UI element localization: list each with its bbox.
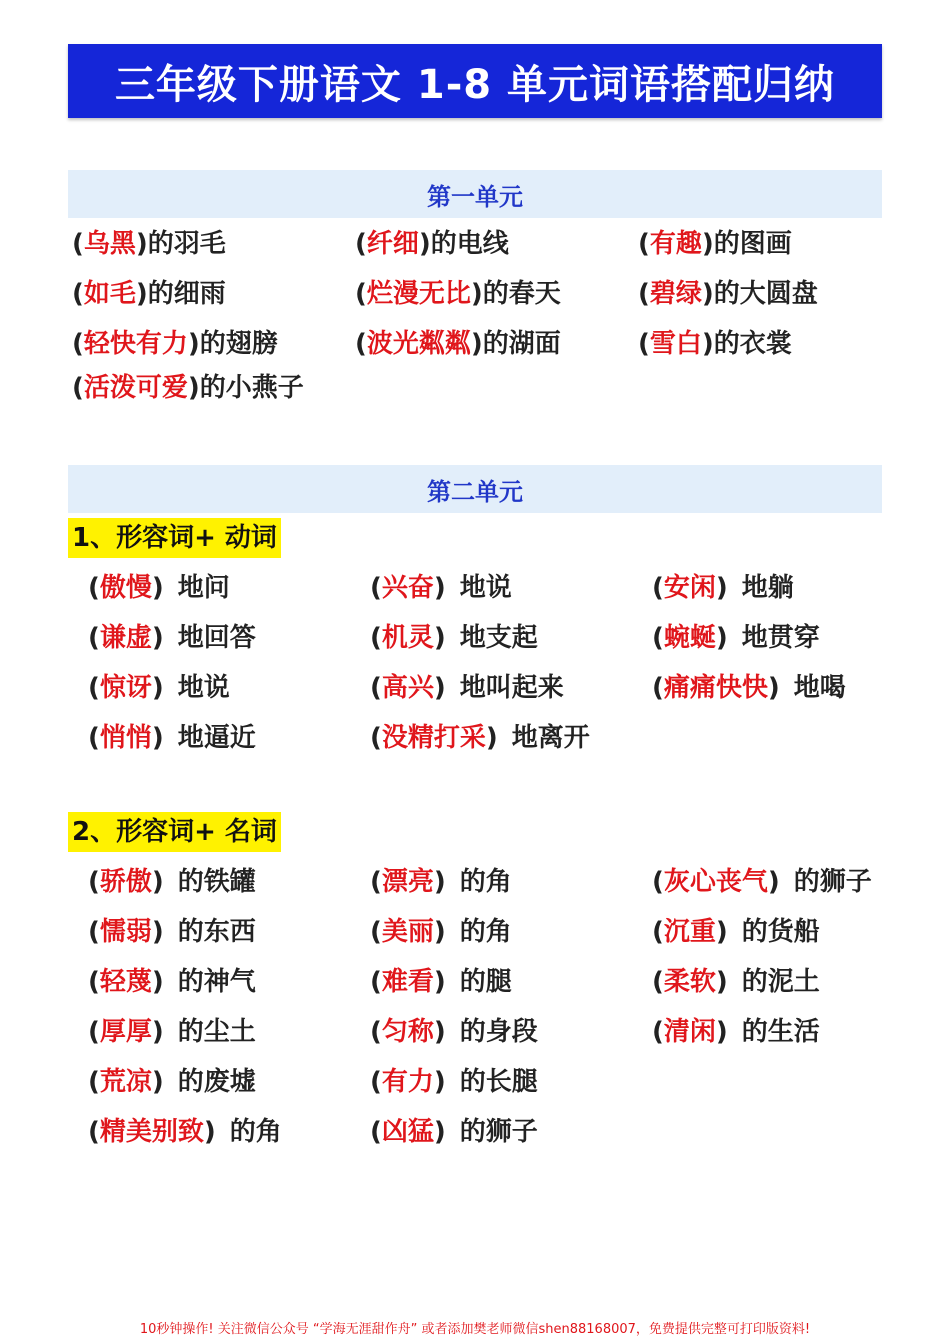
keyword: 悄悄 — [99, 723, 152, 753]
phrase-item: (轻蔑) 的神气 — [88, 967, 256, 997]
keyword: 波光粼粼 — [366, 329, 471, 359]
keyword: 有力 — [381, 1067, 434, 1097]
phrase-row — [0, 862, 950, 902]
phrase-item: (雪白)的衣裳 — [638, 329, 792, 359]
keyword: 柔软 — [663, 967, 716, 997]
phrase-item: (精美别致) 的角 — [88, 1117, 282, 1147]
phrase-item: (骄傲) 的铁罐 — [88, 867, 256, 897]
phrase-tail: 的铁罐 — [177, 867, 256, 897]
subheading-adj-noun: 2、形容词+ 名词 — [68, 812, 281, 852]
phrase-tail: 地支起 — [459, 623, 538, 653]
phrase-tail: 地回答 — [177, 623, 256, 653]
phrase-tail: 的小燕子 — [199, 373, 304, 403]
phrase-item: (清闲) 的生活 — [652, 1017, 820, 1047]
phrase-tail: 地逼近 — [177, 723, 256, 753]
keyword: 轻蔑 — [99, 967, 152, 997]
keyword: 凶猛 — [381, 1117, 434, 1147]
phrase-tail: 的生活 — [741, 1017, 820, 1047]
keyword: 匀称 — [381, 1017, 434, 1047]
keyword: 有趣 — [649, 229, 702, 259]
phrase-tail: 地离开 — [511, 723, 590, 753]
phrase-item: (烂漫无比)的春天 — [355, 279, 561, 309]
phrase-item: (痛痛快快) 地喝 — [652, 673, 846, 703]
phrase-item: (美丽) 的角 — [370, 917, 512, 947]
phrase-tail: 地喝 — [793, 673, 846, 703]
phrase-item: (荒凉) 的废墟 — [88, 1067, 256, 1097]
phrase-row — [0, 1062, 950, 1102]
phrase-item: (机灵) 地支起 — [370, 623, 538, 653]
phrase-tail: 的长腿 — [459, 1067, 538, 1097]
keyword: 高兴 — [381, 673, 434, 703]
phrase-tail: 的废墟 — [177, 1067, 256, 1097]
unit-2-label: 第二单元 — [427, 477, 523, 506]
phrase-tail: 的东西 — [177, 917, 256, 947]
phrase-item: (碧绿)的大圆盘 — [638, 279, 818, 309]
phrase-tail: 的角 — [459, 867, 512, 897]
phrase-tail: 的角 — [459, 917, 512, 947]
phrase-item: (沉重) 的货船 — [652, 917, 820, 947]
phrase-item: (没精打采) 地离开 — [370, 723, 590, 753]
phrase-tail: 的泥土 — [741, 967, 820, 997]
keyword: 难看 — [381, 967, 434, 997]
keyword: 沉重 — [663, 917, 716, 947]
keyword: 痛痛快快 — [663, 673, 768, 703]
phrase-item: (难看) 的腿 — [370, 967, 512, 997]
phrase-item: (兴奋) 地说 — [370, 573, 512, 603]
keyword: 谦虚 — [99, 623, 152, 653]
keyword: 美丽 — [381, 917, 434, 947]
phrase-item: (有趣)的图画 — [638, 229, 792, 259]
phrase-tail: 的湖面 — [482, 329, 561, 359]
title-banner — [68, 44, 882, 118]
phrase-item: (高兴) 地叫起来 — [370, 673, 564, 703]
phrase-row — [0, 1012, 950, 1052]
keyword: 傲慢 — [99, 573, 152, 603]
phrase-row — [0, 368, 950, 408]
phrase-item: (厚厚) 的尘土 — [88, 1017, 256, 1047]
keyword: 轻快有力 — [83, 329, 188, 359]
phrase-tail: 的衣裳 — [713, 329, 792, 359]
phrase-item: (如毛)的细雨 — [72, 279, 226, 309]
phrase-item: (蜿蜒) 地贯穿 — [652, 623, 820, 653]
phrase-tail: 的神气 — [177, 967, 256, 997]
phrase-row — [0, 962, 950, 1002]
phrase-tail: 的货船 — [741, 917, 820, 947]
phrase-item: (悄悄) 地逼近 — [88, 723, 256, 753]
phrase-item: (纤细)的电线 — [355, 229, 509, 259]
phrase-item: (活泼可爱)的小燕子 — [72, 373, 304, 403]
keyword: 骄傲 — [99, 867, 152, 897]
keyword: 没精打采 — [381, 723, 486, 753]
phrase-row — [0, 1112, 950, 1152]
phrase-tail: 的大圆盘 — [713, 279, 818, 309]
phrase-row — [0, 274, 950, 314]
phrase-item: (灰心丧气) 的狮子 — [652, 867, 872, 897]
phrase-row — [0, 618, 950, 658]
phrase-tail: 地说 — [177, 673, 230, 703]
phrase-tail: 的图画 — [713, 229, 792, 259]
phrase-tail: 的翅膀 — [199, 329, 278, 359]
keyword: 乌黑 — [83, 229, 136, 259]
phrase-tail: 的角 — [229, 1117, 282, 1147]
keyword: 活泼可爱 — [83, 373, 188, 403]
phrase-tail: 的羽毛 — [147, 229, 226, 259]
keyword: 荒凉 — [99, 1067, 152, 1097]
keyword: 纤细 — [366, 229, 419, 259]
keyword: 烂漫无比 — [366, 279, 471, 309]
keyword: 精美别致 — [99, 1117, 204, 1147]
keyword: 兴奋 — [381, 573, 434, 603]
keyword: 漂亮 — [381, 867, 434, 897]
phrase-item: (柔软) 的泥土 — [652, 967, 820, 997]
keyword: 碧绿 — [649, 279, 702, 309]
keyword: 机灵 — [381, 623, 434, 653]
phrase-item: (凶猛) 的狮子 — [370, 1117, 538, 1147]
keyword: 惊讶 — [99, 673, 152, 703]
keyword: 懦弱 — [99, 917, 152, 947]
phrase-tail: 地说 — [459, 573, 512, 603]
phrase-item: (惊讶) 地说 — [88, 673, 230, 703]
phrase-tail: 地躺 — [741, 573, 794, 603]
phrase-item: (乌黑)的羽毛 — [72, 229, 226, 259]
page-title: 三年级下册语文 1-8 单元词语搭配归纳 — [114, 61, 836, 108]
phrase-tail: 的尘土 — [177, 1017, 256, 1047]
phrase-tail: 的狮子 — [793, 867, 872, 897]
unit-1-header — [68, 170, 882, 218]
phrase-row — [0, 912, 950, 952]
phrase-item: (轻快有力)的翅膀 — [72, 329, 278, 359]
phrase-tail: 地叫起来 — [459, 673, 564, 703]
keyword: 如毛 — [83, 279, 136, 309]
keyword: 雪白 — [649, 329, 702, 359]
phrase-tail: 地贯穿 — [741, 623, 820, 653]
phrase-tail: 地问 — [177, 573, 230, 603]
phrase-row — [0, 718, 950, 758]
unit-1-label: 第一单元 — [427, 182, 523, 211]
phrase-item: (安闲) 地躺 — [652, 573, 794, 603]
keyword: 清闲 — [663, 1017, 716, 1047]
phrase-row — [0, 568, 950, 608]
phrase-row — [0, 668, 950, 708]
phrase-tail: 的电线 — [430, 229, 509, 259]
phrase-item: (有力) 的长腿 — [370, 1067, 538, 1097]
phrase-tail: 的腿 — [459, 967, 512, 997]
phrase-tail: 的细雨 — [147, 279, 226, 309]
keyword: 蜿蜒 — [663, 623, 716, 653]
footer-note: 10秒钟操作! 关注微信公众号 “学海无涯甜作舟” 或者添加樊老师微信shen88168007，免费提供完整可打印版资料! — [139, 1322, 811, 1337]
phrase-item: (谦虚) 地回答 — [88, 623, 256, 653]
keyword: 厚厚 — [99, 1017, 152, 1047]
phrase-item: (波光粼粼)的湖面 — [355, 329, 561, 359]
phrase-tail: 的春天 — [482, 279, 561, 309]
phrase-row — [0, 224, 950, 264]
phrase-item: (匀称) 的身段 — [370, 1017, 538, 1047]
phrase-row — [0, 324, 950, 364]
phrase-tail: 的身段 — [459, 1017, 538, 1047]
phrase-tail: 的狮子 — [459, 1117, 538, 1147]
keyword: 灰心丧气 — [663, 867, 768, 897]
unit-2-header — [68, 465, 882, 513]
subheading-adj-verb: 1、形容词+ 动词 — [68, 518, 281, 558]
phrase-item: (傲慢) 地问 — [88, 573, 230, 603]
phrase-item: (懦弱) 的东西 — [88, 917, 256, 947]
phrase-item: (漂亮) 的角 — [370, 867, 512, 897]
keyword: 安闲 — [663, 573, 716, 603]
